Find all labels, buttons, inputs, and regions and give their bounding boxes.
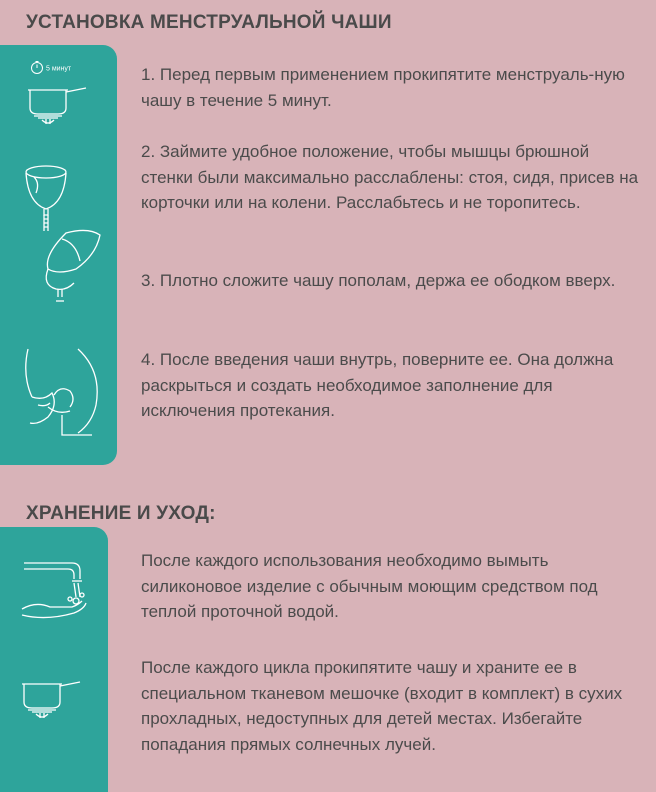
care-paragraph-1: После каждого использования необходимо вымыть силиконовое изделие с обычным моющим средством под теплой проточной водой. [141, 551, 598, 621]
insertion-icon [18, 345, 108, 440]
step-1: 1. Перед первым применением прокипятите менструаль-ную чашу в течение 5 минут. [141, 65, 625, 110]
folded-cup-icon [36, 225, 106, 310]
step-3: 3. Плотно сложите чашу пополам, держа ее ободком вверх. [141, 271, 616, 290]
timer-label: 5 минут [46, 65, 72, 73]
step-2: 2. Займите удобное положение, чтобы мышцы брюшной стенки были максимально расслаблены: стоя, сидя, присев на корточки или на колени. Расслабьтесь и не торопитесь. [141, 142, 639, 212]
care-paragraph-2: После каждого цикла прокипятите чашу и храните ее в специальном тканевом мешочке (входит в комплект) в сухих прохладных, недоступных для детей местах. Избегайте попадания прямых солнечных лучей. [141, 658, 623, 754]
icon-panel-storage [0, 527, 108, 792]
icon-panel-installation [0, 45, 117, 465]
step-4: 4. После введения чаши внутрь, поверните ее. Она должна раскрыться и создать необходимое заполнение для исключения протекания. [141, 350, 614, 420]
faucet-hand-wash-icon [16, 555, 101, 630]
pot-on-stove-icon [18, 672, 98, 722]
pot-on-stove-icon [24, 78, 104, 128]
section-title-storage: ХРАНЕНИЕ И УХОД: [26, 503, 216, 524]
section-title-installation: УСТАНОВКА МЕНСТРУАЛЬНОЙ ЧАШИ [26, 12, 392, 33]
stopwatch-icon [30, 60, 100, 76]
